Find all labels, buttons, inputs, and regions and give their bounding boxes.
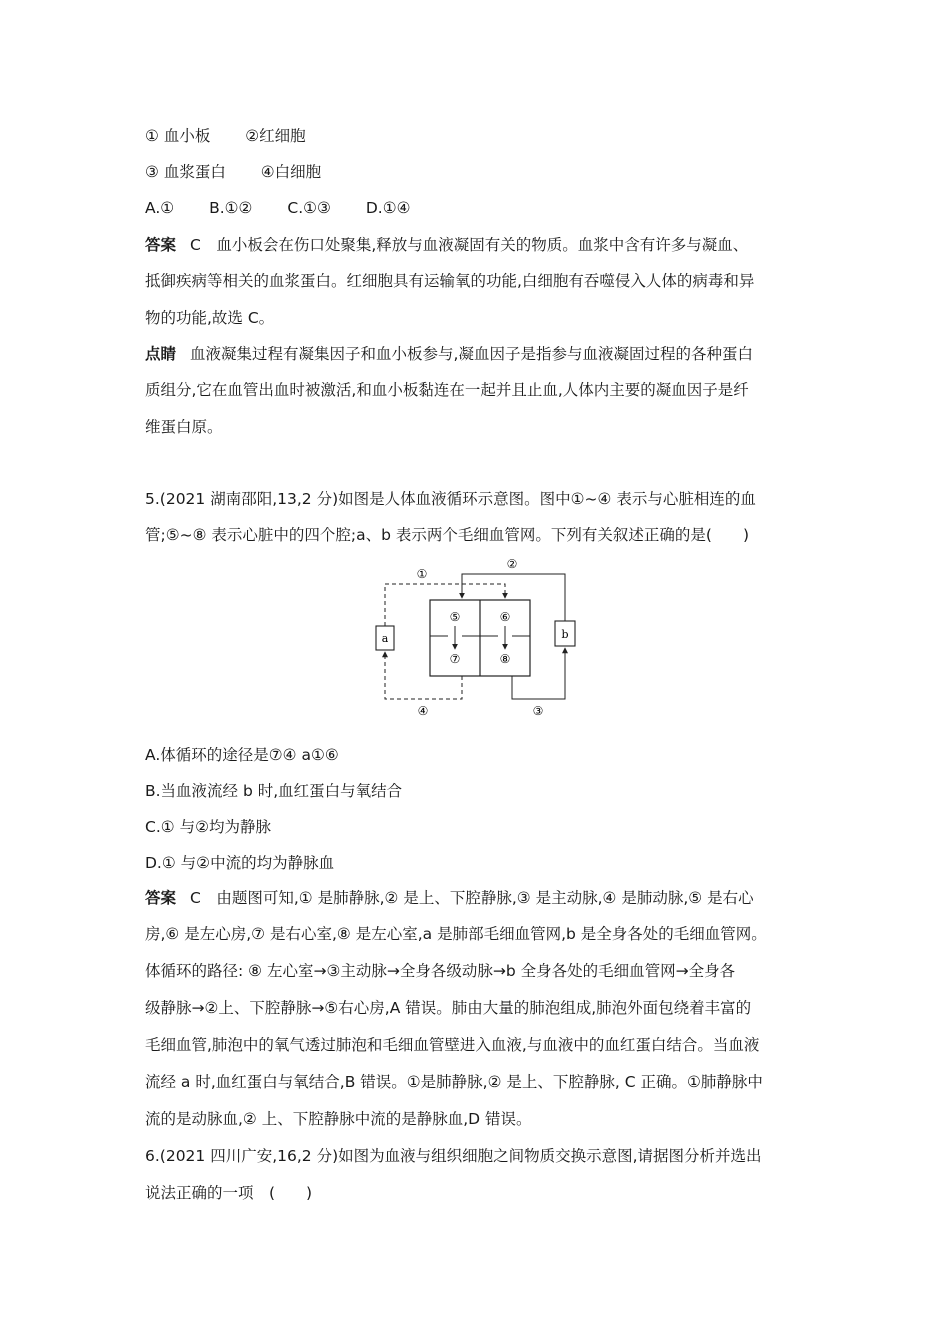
q5-answer-line-6: 流经 a 时,血红蛋白与氧结合,B 错误。①是肺静脉,② 是上、下腔静脉, C 正确。①肺静脉中 bbox=[145, 1073, 763, 1091]
q5-option-d: D.① 与②中流的均为静脉血 bbox=[145, 854, 335, 872]
q5-answer-line-4: 级静脉→②上、下腔静脉→⑤右心房,A 错误。肺由大量的肺泡组成,肺泡外面包绕着丰富的 bbox=[145, 999, 752, 1017]
q5-answer-line-5: 毛细血管,肺泡中的氧气透过肺泡和毛细血管壁进入血液,与血液中的血红蛋白结合。当血液 bbox=[145, 1036, 760, 1054]
q4-option-a: A.① bbox=[145, 199, 175, 217]
q5-stem-line-2: 管;⑤~⑧ 表示心脏中的四个腔;a、b 表示两个毛细血管网。下列有关叙述正确的是( ) bbox=[145, 526, 750, 544]
q5-option-a: A.体循环的途径是⑦④ a①⑥ bbox=[145, 746, 339, 764]
chamber-7-label: ⑦ bbox=[449, 652, 461, 666]
q4-answer-tag: 答案 bbox=[145, 236, 177, 254]
q4-options bbox=[145, 197, 411, 219]
q6-stem-line-1: 6.(2021 四川广安,16,2 分)如图为血液与组织细胞之间物质交换示意图,请据图分析并选出 bbox=[145, 1147, 762, 1165]
q5-answer-line-2: 房,⑥ 是左心房,⑦ 是右心室,⑧ 是左心室,a 是肺部毛细血管网,b 是全身各处的毛细血管网。 bbox=[145, 925, 767, 943]
vessel-3-label: ③ bbox=[532, 704, 544, 718]
q5-option-c: C.① 与②均为静脉 bbox=[145, 818, 271, 836]
q5-option-b: B.当血液流经 b 时,血红蛋白与氧结合 bbox=[145, 782, 403, 800]
vessel-1-label: ① bbox=[416, 567, 428, 581]
q4-option-c: C.①③ bbox=[287, 199, 331, 217]
vessel-1 bbox=[385, 584, 505, 626]
q4-answer-line-3: 物的功能,故选 C。 bbox=[145, 309, 275, 327]
q4-answer-line-2: 抵御疾病等相关的血浆蛋白。红细胞具有运输氧的功能,白细胞有吞噬侵入人体的病毒和异 bbox=[145, 272, 755, 290]
q4-item-2: ②红细胞 bbox=[245, 127, 306, 145]
q4-item-1: ① 血小板 bbox=[145, 127, 211, 145]
q5-answer-line-7: 流的是动脉血,② 上、下腔静脉中流的是静脉血,D 错误。 bbox=[145, 1110, 532, 1128]
q6-stem-line-2: 说法正确的一项 ( ) bbox=[145, 1184, 313, 1202]
q5-stem-line-1: 5.(2021 湖南邵阳,13,2 分)如图是人体血液循环示意图。图中①~④ 表示与心脏相连的血 bbox=[145, 490, 756, 508]
q4-answer-text: C 血小板会在伤口处聚集,释放与血液凝固有关的物质。血浆中含有许多与凝血、 bbox=[190, 236, 749, 254]
q4-note-line-3: 维蛋白原。 bbox=[145, 418, 223, 436]
q4-item-4: ④白细胞 bbox=[260, 163, 322, 181]
vessel-2 bbox=[462, 574, 565, 621]
q4-option-b: B.①② bbox=[209, 199, 253, 217]
q4-answer-line-1 bbox=[145, 234, 748, 256]
vessel-3 bbox=[512, 648, 565, 699]
chamber-8-label: ⑧ bbox=[499, 652, 511, 666]
circulation-diagram bbox=[360, 552, 600, 724]
vessel-2-label: ② bbox=[506, 557, 518, 571]
q4-note-line-1 bbox=[145, 343, 753, 365]
chamber-5-label: ⑤ bbox=[449, 610, 461, 624]
q4-note-line-2: 质组分,它在血管出血时被激活,和血小板黏连在一起并且止血,人体内主要的凝血因子是纤 bbox=[145, 381, 749, 399]
q5-answer-line-3: 体循环的路径: ⑧ 左心室→③主动脉→全身各级动脉→b 全身各处的毛细血管网→全身各 bbox=[145, 962, 736, 980]
chamber-6-label: ⑥ bbox=[499, 610, 511, 624]
q4-note-text: 血液凝集过程有凝集因子和血小板参与,凝血因子是指参与血液凝固过程的各种蛋白 bbox=[190, 345, 753, 363]
vessel-4-label: ④ bbox=[417, 704, 429, 718]
q5-answer-text: C 由题图可知,① 是肺静脉,② 是上、下腔静脉,③ 是主动脉,④ 是肺动脉,⑤ 是右心 bbox=[190, 889, 754, 907]
q4-option-d: D.①④ bbox=[365, 199, 411, 217]
capillary-a-label: a bbox=[381, 632, 389, 645]
capillary-b-label: b bbox=[561, 628, 569, 641]
q4-items-row2 bbox=[145, 161, 321, 183]
q5-answer-tag: 答案 bbox=[145, 889, 177, 907]
q4-item-3: ③ 血浆蛋白 bbox=[145, 163, 226, 181]
q4-note-tag: 点睛 bbox=[145, 345, 177, 363]
q4-items-row1 bbox=[145, 125, 306, 147]
q5-answer-line-1 bbox=[145, 887, 754, 909]
